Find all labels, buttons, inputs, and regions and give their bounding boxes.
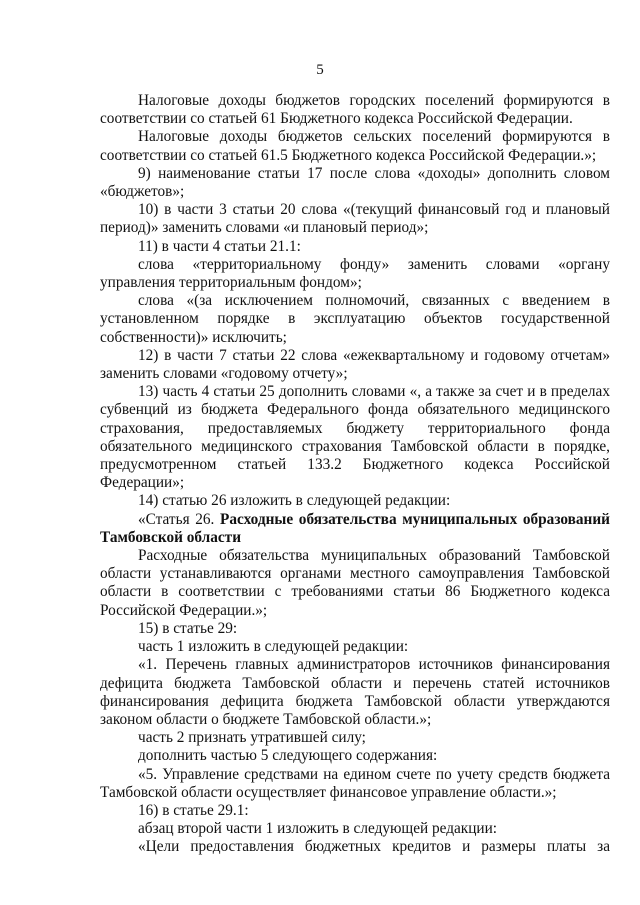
paragraph: 12) в части 7 статьи 22 слова «ежеквартальному и годовому отчетам» заменить словами «годовому отчету»; (100, 346, 610, 383)
paragraph: Расходные обязательства муниципальных образований Тамбовской области устанавливаются органами местного самоуправления Тамбовской области в соответствии с требованиями статьи 86 Бюджетного кодекса Российской Федерации.»; (100, 547, 610, 619)
article-heading (100, 511, 610, 547)
article-heading-prefix: «Статья 26. (138, 510, 221, 528)
paragraph: 11) в части 4 статьи 21.1: (138, 237, 301, 255)
article-heading-title: Расходные обязательства муниципальных образований Тамбовской области (100, 510, 611, 546)
page-number: 5 (316, 62, 324, 78)
paragraph: часть 1 изложить в следующей редакции: (138, 638, 409, 656)
paragraph: 14) статью 26 изложить в следующей редакции: (138, 492, 451, 510)
paragraph: «Цели предоставления бюджетных кредитов и размеры платы за (138, 838, 610, 856)
paragraph: слова «территориальному фонду» заменить словами «органу управления территориальным фондом»; (100, 255, 610, 292)
paragraph: 13) часть 4 статьи 25 дополнить словами «, а также за счет и в пределах субвенций из бюджета Федерального фонда обязательного медицинского страхования, предоставляемых бюджету территориального фонда обязательного медицинского страхования Тамбовской области в порядке, предусмотренном статьей 133.2 Бюджетного кодекса Российской Федерации»; (100, 383, 610, 492)
paragraph: 16) в статье 29.1: (138, 801, 249, 819)
paragraph: часть 2 признать утратившей силу; (138, 729, 366, 747)
paragraph: дополнить частью 5 следующего содержания: (138, 747, 438, 765)
paragraph: 9) наименование статьи 17 после слова «доходы» дополнить словом «бюджетов»; (100, 164, 610, 201)
paragraph: «5. Управление средствами на едином счете по учету средств бюджета Тамбовской области осуществляет финансовое управление области.»; (100, 765, 610, 801)
paragraph: 15) в статье 29: (138, 619, 238, 637)
paragraph: 10) в части 3 статьи 20 слова «(текущий финансовый год и плановый период)» заменить словами «и плановый период»; (100, 201, 610, 237)
paragraph: абзац второй части 1 изложить в следующей редакции: (138, 820, 498, 838)
paragraph: Налоговые доходы бюджетов городских поселений формируются в соответствии со статьей 61 Бюджетного кодекса Российской Федерации. (100, 92, 610, 128)
paragraph: слова «(за исключением полномочий, связанных с введением в установленном порядке в эксплуатацию объектов государственной собственности)» исключить; (100, 292, 610, 346)
paragraph: «1. Перечень главных администраторов источников финансирования дефицита бюджета Тамбовской области и перечень статей источников финансирования дефицита бюджета Тамбовской области утверждаются законом области о бюджете Тамбовской области.»; (100, 656, 610, 728)
document-body (100, 92, 610, 857)
paragraph: Налоговые доходы бюджетов сельских поселений формируются в соответствии со статьей 61.5 Бюджетного кодекса Российской Федерации.»; (100, 128, 610, 164)
